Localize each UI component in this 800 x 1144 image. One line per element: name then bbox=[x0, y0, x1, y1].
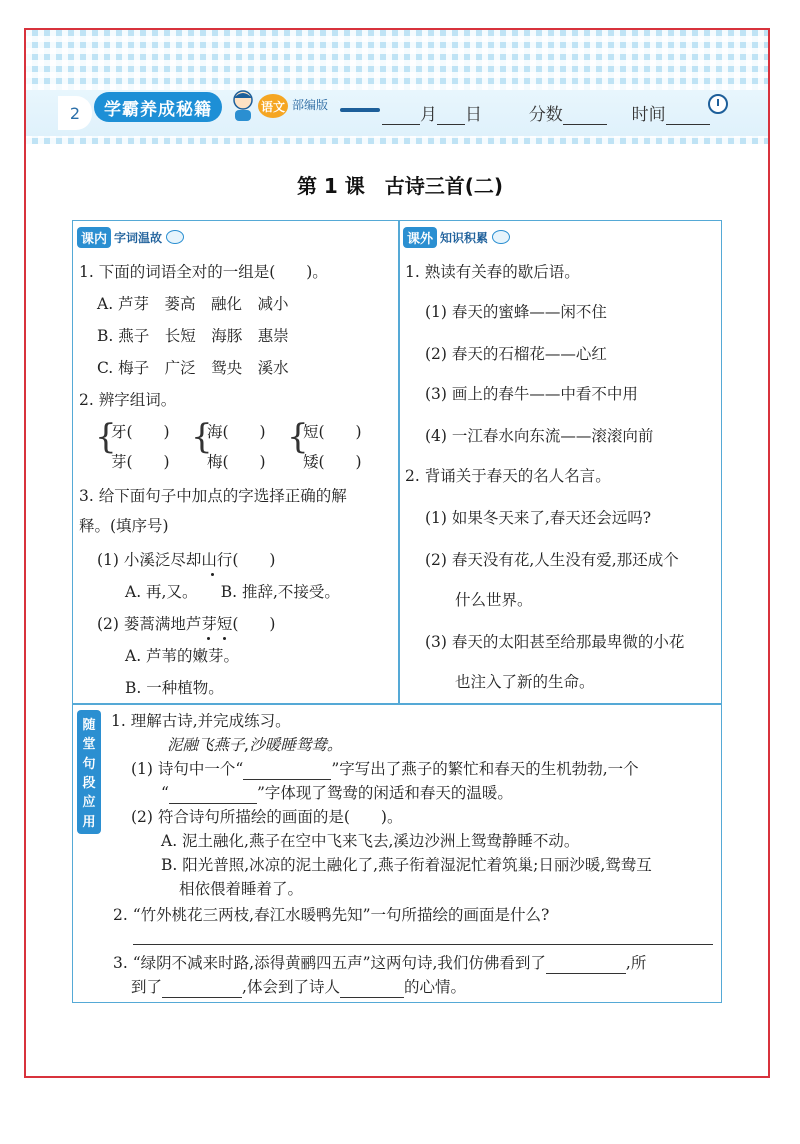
option-c: C. 梅子 广泛 鸳央 溪水 bbox=[97, 359, 289, 377]
brace-3: { bbox=[287, 417, 309, 457]
question-1-1-line1: (1) 诗句中一个“ ”字写出了燕子的繁忙和春天的生机勃勃,一个 bbox=[131, 760, 639, 778]
answer-blank[interactable] bbox=[340, 980, 404, 998]
page-number: 2 bbox=[58, 96, 92, 130]
question-1-2-a: A. 泥土融化,燕子在空中飞来飞去,溪边沙洲上鸳鸯静睡不动。 bbox=[161, 832, 580, 850]
extracurricular-badge bbox=[403, 225, 510, 249]
question-1-2-b-line1: B. 阳光普照,冰凉的泥土融化了,燕子衔着湿泥忙着筑巢;日丽沙暖,鸳鸯互 bbox=[161, 856, 652, 874]
question-1-2: (2) 符合诗句所描绘的画面的是( )。 bbox=[131, 808, 403, 826]
word-pair-1-top: 牙( ) bbox=[111, 423, 170, 441]
answer-line[interactable] bbox=[133, 944, 713, 945]
cloud-icon bbox=[166, 230, 184, 244]
badge-sub: 字词温故 bbox=[114, 230, 163, 245]
saying-4: (4) 一江春水向东流——滚滚向前 bbox=[425, 427, 654, 445]
question-2: 2. 辨字组词。 bbox=[79, 391, 177, 409]
saying-2: (2) 春天的石榴花——心红 bbox=[425, 345, 607, 363]
question-3-2-a: A. 芦苇的嫩芽。 bbox=[125, 647, 240, 665]
badge-sub: 知识积累 bbox=[440, 230, 489, 245]
score-label: 分数 bbox=[528, 105, 563, 125]
answer-blank[interactable] bbox=[243, 762, 331, 780]
student-mascot-icon bbox=[228, 88, 258, 122]
month-label: 月 bbox=[420, 105, 437, 125]
question-3-2: (2) 蒌蒿满地芦芽短( ) bbox=[97, 615, 276, 633]
badge-main: 课内 bbox=[77, 227, 111, 248]
quote-2-line1: (2) 春天没有花,人生没有爱,那还成个 bbox=[425, 551, 679, 569]
application-panel bbox=[72, 703, 722, 1003]
badge-char: 句 bbox=[82, 756, 96, 772]
badge-main: 课外 bbox=[403, 227, 437, 248]
option-a: A. 芦芽 蒌高 融化 减小 bbox=[97, 295, 289, 313]
badge-char: 用 bbox=[82, 814, 96, 830]
badge-char: 应 bbox=[82, 795, 96, 811]
question-1: 1. 熟读有关春的歇后语。 bbox=[405, 263, 580, 281]
word-pair-1-bottom: 芽( ) bbox=[111, 453, 170, 471]
lesson-title: 第 1 课 古诗三首(二) bbox=[296, 174, 504, 198]
edition-label: 部编版 bbox=[292, 98, 329, 112]
time-blank[interactable] bbox=[666, 107, 710, 125]
word-pair-3-top: 短( ) bbox=[303, 423, 362, 441]
application-badge bbox=[77, 710, 101, 834]
word-pair-2-top: 海( ) bbox=[207, 423, 266, 441]
option-b: B. 燕子 长短 海豚 惠崇 bbox=[97, 327, 289, 345]
pen-icon bbox=[340, 108, 380, 112]
answer-blank[interactable] bbox=[162, 980, 242, 998]
question-1-2-b-line2: 相依偎着睡着了。 bbox=[179, 880, 304, 898]
question-3-1: (1) 小溪泛尽却山行( ) bbox=[97, 551, 276, 569]
day-blank[interactable] bbox=[437, 107, 465, 125]
date-score-time-fields bbox=[382, 100, 710, 125]
quote-3-line1: (3) 春天的太阳甚至给那最卑微的小花 bbox=[425, 633, 685, 651]
question-2: 2. 背诵关于春天的名人名言。 bbox=[405, 467, 611, 485]
saying-1: (1) 春天的蜜蜂——闲不住 bbox=[425, 303, 607, 321]
emphasis-dot bbox=[207, 637, 210, 640]
badge-char: 随 bbox=[82, 718, 96, 734]
word-pair-2-bottom: 梅( ) bbox=[207, 453, 266, 471]
quote-1: (1) 如果冬天来了,春天还会远吗? bbox=[425, 509, 652, 527]
brace-2: { bbox=[191, 417, 213, 457]
emphasis-dot bbox=[211, 573, 214, 576]
question-1: 1. 理解古诗,并完成练习。 bbox=[111, 712, 291, 730]
month-blank[interactable] bbox=[382, 107, 420, 125]
answer-blank[interactable] bbox=[546, 956, 626, 974]
word-pair-3-bottom: 矮( ) bbox=[303, 453, 362, 471]
in-class-panel bbox=[72, 220, 400, 705]
emphasis-dot bbox=[223, 637, 226, 640]
cloud-icon bbox=[492, 230, 510, 244]
question-2: 2. “竹外桃花三两枝,春江水暖鸭先知”一句所描绘的画面是什么? bbox=[113, 906, 550, 924]
question-3-line1: 3. “绿阴不减来时路,添得黄鹂四五声”这两句诗,我们仿佛看到了 ,所 bbox=[113, 954, 647, 972]
answer-blank[interactable] bbox=[169, 786, 257, 804]
quote-2-line2: 什么世界。 bbox=[455, 591, 533, 609]
extracurricular-panel bbox=[398, 220, 722, 705]
question-3-line2: 到了 ,体会到了诗人 的心情。 bbox=[131, 978, 466, 996]
badge-char: 段 bbox=[82, 776, 96, 792]
day-label: 日 bbox=[465, 105, 482, 125]
subject-badge: 语文 bbox=[258, 94, 288, 118]
time-label: 时间 bbox=[631, 105, 666, 125]
in-class-badge bbox=[77, 225, 184, 249]
clock-icon bbox=[708, 94, 728, 114]
question-3-2-b: B. 一种植物。 bbox=[125, 679, 224, 697]
question-3-1-options: A. 再,又。 B. 推辞,不接受。 bbox=[125, 583, 340, 601]
brace-1: { bbox=[95, 417, 117, 457]
quote-3-line2: 也注入了新的生命。 bbox=[455, 673, 595, 691]
score-blank[interactable] bbox=[563, 107, 607, 125]
badge-char: 堂 bbox=[82, 737, 96, 753]
poem-line: 泥融飞燕子,沙暖睡鸳鸯。 bbox=[167, 736, 343, 754]
brand-title: 学霸养成秘籍 bbox=[94, 92, 222, 122]
question-3-line1: 3. 给下面句子中加点的字选择正确的解 bbox=[79, 487, 347, 505]
question-1-1-line2: “ ”字体现了鸳鸯的闲适和春天的温暖。 bbox=[161, 784, 513, 802]
question-3-line2: 释。(填序号) bbox=[79, 517, 169, 535]
saying-3: (3) 画上的春牛——中看不中用 bbox=[425, 385, 638, 403]
question-1: 1. 下面的词语全对的一组是( )。 bbox=[79, 263, 328, 281]
